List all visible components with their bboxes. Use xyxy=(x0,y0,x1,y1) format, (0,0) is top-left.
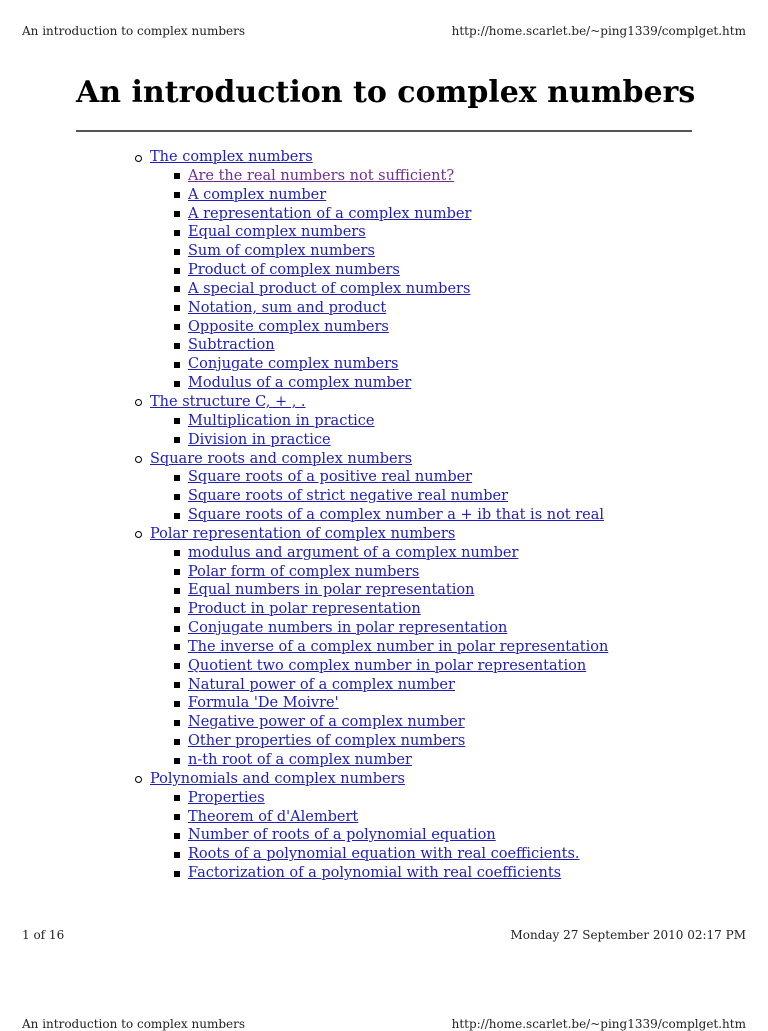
toc-item xyxy=(0,205,768,224)
toc-item xyxy=(0,186,768,205)
toc-item-link[interactable]: Number of roots of a polynomial equation xyxy=(188,827,496,844)
square-bullet-icon xyxy=(174,230,180,236)
toc-item xyxy=(0,242,768,261)
toc-item xyxy=(0,694,768,713)
toc-item xyxy=(0,676,768,695)
square-bullet-icon xyxy=(174,663,180,669)
toc-item xyxy=(0,506,768,525)
toc-section xyxy=(0,393,768,412)
toc-item-link[interactable]: Square roots of a positive real number xyxy=(188,469,473,486)
toc-item xyxy=(0,638,768,657)
toc-item xyxy=(0,280,768,299)
toc-item-link[interactable]: Quotient two complex number in polar representation xyxy=(188,657,587,674)
square-bullet-icon xyxy=(174,720,180,726)
toc-section-link[interactable]: Square roots and complex numbers xyxy=(150,450,413,467)
square-bullet-icon xyxy=(174,475,180,481)
toc-item-link[interactable]: Theorem of d'Alembert xyxy=(188,808,359,825)
circle-bullet-icon xyxy=(135,456,142,463)
toc-item xyxy=(0,581,768,600)
toc-item-link[interactable]: The inverse of a complex number in polar representation xyxy=(188,638,609,655)
toc-item-link[interactable]: A special product of complex numbers xyxy=(188,280,471,297)
toc-item xyxy=(0,299,768,318)
square-bullet-icon xyxy=(174,795,180,801)
toc-item xyxy=(0,544,768,563)
print-footer-datetime: Monday 27 September 2010 02:17 PM xyxy=(510,928,746,942)
square-bullet-icon xyxy=(174,644,180,650)
toc-item xyxy=(0,600,768,619)
title-divider xyxy=(76,130,692,132)
print-header-title: An introduction to complex numbers xyxy=(22,24,246,38)
toc-item-link[interactable]: Properties xyxy=(188,789,265,806)
toc-item xyxy=(0,223,768,242)
toc-section xyxy=(0,770,768,789)
square-bullet-icon xyxy=(174,513,180,519)
toc-item-link[interactable]: modulus and argument of a complex number xyxy=(188,544,519,561)
toc-item xyxy=(0,167,768,186)
square-bullet-icon xyxy=(174,588,180,594)
square-bullet-icon xyxy=(174,550,180,556)
toc-item-link[interactable]: Roots of a polynomial equation with real coefficients. xyxy=(188,846,580,863)
toc-item xyxy=(0,468,768,487)
toc-item-link[interactable]: Square roots of a complex number a + ib that is not real xyxy=(188,507,605,524)
toc-item-link[interactable]: Product in polar representation xyxy=(188,601,421,618)
square-bullet-icon xyxy=(174,852,180,858)
toc-item-link[interactable]: Polar form of complex numbers xyxy=(188,563,420,580)
toc-section-link[interactable]: The complex numbers xyxy=(150,149,313,165)
toc-item-link[interactable]: Conjugate numbers in polar representation xyxy=(188,620,508,637)
toc-item xyxy=(0,355,768,374)
toc-item xyxy=(0,619,768,638)
square-bullet-icon xyxy=(174,682,180,688)
square-bullet-icon xyxy=(174,211,180,217)
print-header-url: http://home.scarlet.be/~ping1339/complget.htm xyxy=(451,24,746,38)
square-bullet-icon xyxy=(174,607,180,613)
circle-bullet-icon xyxy=(135,531,142,538)
toc-item-link[interactable]: Subtraction xyxy=(188,337,275,354)
toc-item xyxy=(0,826,768,845)
toc-item-link[interactable]: Conjugate complex numbers xyxy=(188,356,399,373)
toc-section-link[interactable]: The structure C, + , . xyxy=(150,393,306,410)
square-bullet-icon xyxy=(174,343,180,349)
toc-item xyxy=(0,318,768,337)
toc-item xyxy=(0,808,768,827)
toc-item xyxy=(0,487,768,506)
toc-item xyxy=(0,845,768,864)
next-page-header-title: An introduction to complex numbers xyxy=(22,1017,246,1031)
next-page-header-url: http://home.scarlet.be/~ping1339/complget.htm xyxy=(451,1017,746,1031)
toc-item-link[interactable]: n-th root of a complex number xyxy=(188,752,412,768)
toc-item-link[interactable]: Formula 'De Moivre' xyxy=(188,695,339,712)
table-of-contents xyxy=(0,148,768,883)
toc-section xyxy=(0,148,768,167)
circle-bullet-icon xyxy=(135,155,142,162)
square-bullet-icon xyxy=(174,362,180,368)
toc-item-link[interactable]: Equal numbers in polar representation xyxy=(188,582,475,599)
square-bullet-icon xyxy=(174,626,180,632)
square-bullet-icon xyxy=(174,701,180,707)
circle-bullet-icon xyxy=(135,399,142,406)
square-bullet-icon xyxy=(174,814,180,820)
toc-item xyxy=(0,412,768,431)
toc-item-link[interactable]: Square roots of strict negative real number xyxy=(188,488,509,505)
toc-item xyxy=(0,789,768,808)
square-bullet-icon xyxy=(174,268,180,274)
circle-bullet-icon xyxy=(135,776,142,783)
toc-section-link[interactable]: Polynomials and complex numbers xyxy=(150,770,405,787)
page-title: An introduction to complex numbers xyxy=(76,75,696,110)
toc-section xyxy=(0,450,768,469)
toc-section xyxy=(0,525,768,544)
toc-item xyxy=(0,563,768,582)
square-bullet-icon xyxy=(174,739,180,745)
toc-item-link[interactable]: Modulus of a complex number xyxy=(188,375,412,392)
toc-item-link[interactable]: Are the real numbers not sufficient? xyxy=(188,167,455,184)
toc-item xyxy=(0,336,768,355)
toc-item xyxy=(0,261,768,280)
square-bullet-icon xyxy=(174,324,180,330)
square-bullet-icon xyxy=(174,192,180,198)
square-bullet-icon xyxy=(174,758,180,764)
square-bullet-icon xyxy=(174,833,180,839)
toc-item-link[interactable]: Other properties of complex numbers xyxy=(188,733,466,750)
toc-item-link[interactable]: A complex number xyxy=(188,186,327,203)
toc-item-link[interactable]: Negative power of a complex number xyxy=(188,714,465,731)
toc-item-link[interactable]: Sum of complex numbers xyxy=(188,243,375,260)
square-bullet-icon xyxy=(174,494,180,500)
square-bullet-icon xyxy=(174,418,180,424)
toc-item xyxy=(0,431,768,450)
square-bullet-icon xyxy=(174,173,180,179)
toc-item xyxy=(0,864,768,883)
toc-item-link[interactable]: Notation, sum and product xyxy=(188,299,387,316)
toc-item-link[interactable]: Natural power of a complex number xyxy=(188,676,455,693)
square-bullet-icon xyxy=(174,871,180,877)
square-bullet-icon xyxy=(174,249,180,255)
toc-item xyxy=(0,374,768,393)
toc-item-link[interactable]: Equal complex numbers xyxy=(188,224,366,241)
toc-item xyxy=(0,751,768,770)
square-bullet-icon xyxy=(174,569,180,575)
square-bullet-icon xyxy=(174,381,180,387)
toc-item-link[interactable]: Factorization of a polynomial with real coefficients xyxy=(188,865,562,882)
toc-item xyxy=(0,657,768,676)
toc-item-link[interactable]: Division in practice xyxy=(188,431,331,448)
toc-section-link[interactable]: Polar representation of complex numbers xyxy=(150,525,456,542)
toc-item-link[interactable]: Multiplication in practice xyxy=(188,412,375,429)
toc-item-link[interactable]: Opposite complex numbers xyxy=(188,318,389,335)
square-bullet-icon xyxy=(174,437,180,443)
toc-item xyxy=(0,713,768,732)
toc-item-link[interactable]: A representation of a complex number xyxy=(188,205,472,222)
square-bullet-icon xyxy=(174,286,180,292)
print-footer-page-number: 1 of 16 xyxy=(22,928,65,942)
toc-item xyxy=(0,732,768,751)
square-bullet-icon xyxy=(174,305,180,311)
toc-item-link[interactable]: Product of complex numbers xyxy=(188,262,400,279)
